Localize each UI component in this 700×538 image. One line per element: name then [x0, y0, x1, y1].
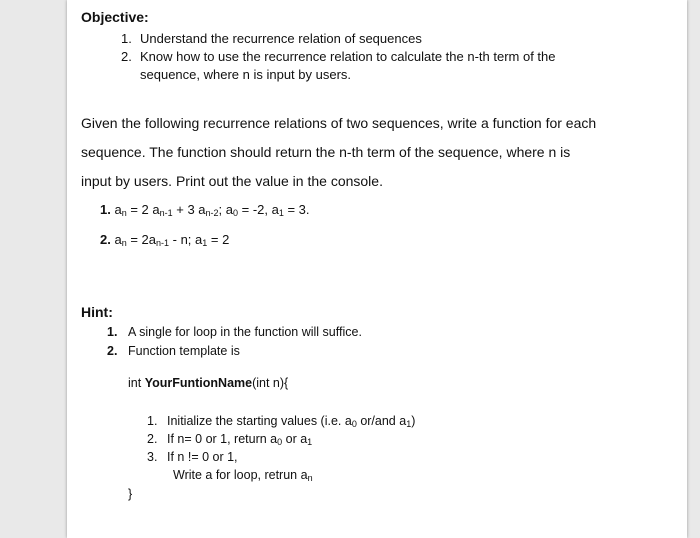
- recurrence-relation-1: 1. $a_n = 2$ $a_{n-1} + 3$ $a_{n-2}$; $a_0 = -2$, $a_1 = 3$.: [100, 202, 310, 218]
- hint-item-1: A single for loop in the function will suffice.: [128, 325, 362, 339]
- hint-item-1-number: 1.: [107, 325, 118, 339]
- objective-item-1-number: 1.: [121, 31, 132, 46]
- objective-item-2-continuation: sequence, where n is input by users.: [140, 67, 352, 82]
- hint-heading: Hint:: [81, 304, 113, 320]
- step-1: Initialize the starting values (i.e. $a_0$ or/and $a_1$): [167, 414, 416, 429]
- objective-item-1: Understand the recurrence relation of sequences: [140, 31, 422, 46]
- relation-1-number: 1.: [100, 202, 111, 217]
- objective-item-2: Know how to use the recurrence relation to calculate the n-th term of the: [140, 49, 556, 64]
- document-page: [67, 0, 687, 538]
- objective-item-2-number: 2.: [121, 49, 132, 64]
- relation-2-number: 2.: [100, 232, 111, 247]
- task-line-3: input by users. Print out the value in the console.: [81, 173, 383, 189]
- step-2: If n= 0 or 1, return $a_0$ or $a_1$: [167, 432, 313, 447]
- hint-item-2: Function template is: [128, 344, 240, 358]
- step-3: If n != 0 or 1,: [167, 450, 238, 464]
- objective-heading: Objective:: [81, 9, 149, 25]
- step-3-continuation: Write a for loop, retrun $a_n$: [173, 468, 313, 483]
- function-signature: int YourFuntionName(int n){: [128, 376, 289, 390]
- hint-item-2-number: 2.: [107, 344, 118, 358]
- closing-brace: }: [128, 487, 133, 501]
- task-line-1: Given the following recurrence relations of two sequences, write a function for each: [81, 115, 597, 131]
- function-name: YourFuntionName: [144, 376, 253, 390]
- task-line-2: sequence. The function should return the n-th term of the sequence, where n is: [81, 144, 571, 160]
- step-2-number: 2.: [147, 432, 158, 446]
- step-1-number: 1.: [147, 414, 158, 428]
- step-3-number: 3.: [147, 450, 158, 464]
- recurrence-relation-2: 2. $a_n = 2a_{n-1} - n$; $a_1 = 2$: [100, 232, 230, 248]
